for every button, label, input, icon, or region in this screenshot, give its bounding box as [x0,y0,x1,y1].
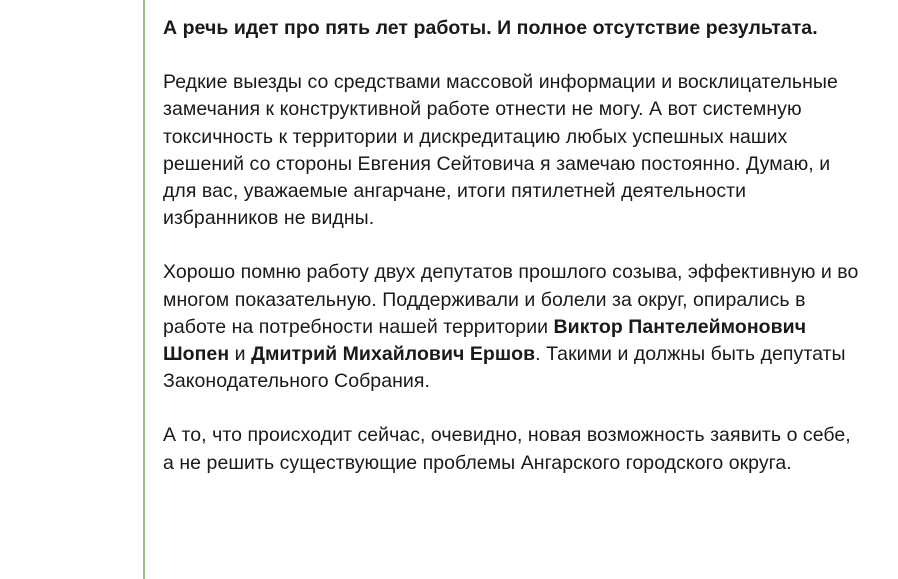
paragraph-conclusion: А то, что происходит сейчас, очевидно, новая возможность заявить о себе, а не решить существующие проблемы Ангарского городского округа. [163,424,851,474]
paragraph-intro-text: Хорошо помню работу двух депутатов прошлого созыва, эффективную и во многом показательную. Поддерживали и болели за округ, опирались в работе на потребности нашей территории [163,261,859,338]
conjunction-text: и [229,343,252,366]
paragraph-outro-text: . Такими и должны быть депутаты Законодательного Собрания. [163,343,846,393]
deputy-name-ershov: Дмитрий Михайлович Ершов [251,343,536,366]
quote-accent-bar [143,0,145,579]
headline: А речь идет про пять лет работы. И полное отсутствие результата. [163,17,818,39]
paragraph-media-criticism: Редкие выезды со средствами массовой информации и восклицательные замечания к конструктивной работе отнести не могу. А вот системную токсичность к территории и дискредитацию любых успешных наших решений со стороны Евгения Сейтовича я замечаю постоянно. Думаю, и для вас, уважаемые ангарчане, итоги пятилетней деятельности избранников не видны. [163,71,838,230]
paragraph-former-deputies [163,259,863,395]
deputy-name-shopen: Виктор Пантелеймонович Шопен [163,315,807,366]
message-text [163,15,863,504]
